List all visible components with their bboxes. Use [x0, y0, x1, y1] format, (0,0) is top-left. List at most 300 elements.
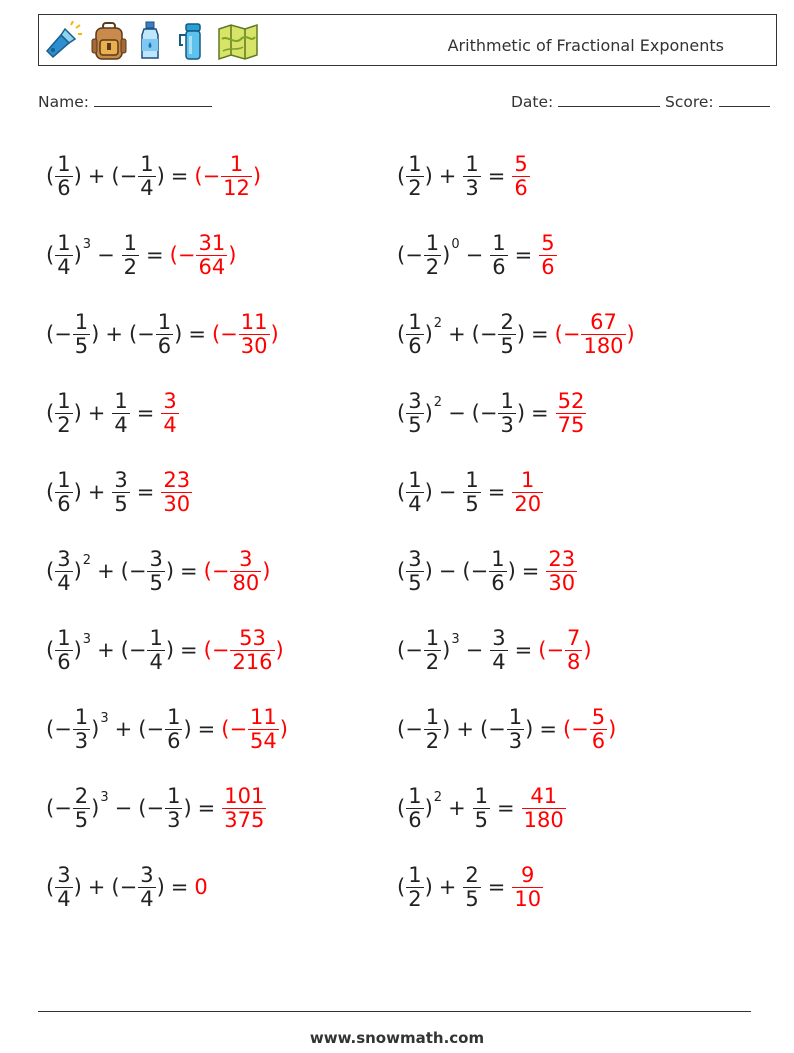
- expression-text: (−: [397, 717, 423, 741]
- date-blank: [558, 106, 660, 107]
- problem-item: [397, 778, 567, 838]
- expression-text: (−: [111, 164, 138, 188]
- operator: +: [87, 480, 106, 504]
- problem-item: [397, 383, 587, 443]
- expression-text: ): [525, 717, 534, 741]
- denominator: 3: [167, 807, 181, 832]
- numerator: 3: [408, 547, 422, 572]
- denominator: 6: [157, 333, 172, 358]
- denominator: 6: [541, 254, 555, 279]
- denominator: 6: [408, 807, 422, 832]
- answer: [521, 785, 567, 830]
- answer: [194, 153, 261, 198]
- fraction: [424, 627, 441, 672]
- numerator: 1: [57, 152, 71, 177]
- denominator: 54: [250, 728, 277, 753]
- fraction: [156, 311, 173, 356]
- numerator: 1: [425, 705, 440, 730]
- expression-text: (−: [46, 322, 72, 346]
- worksheet-header: [38, 14, 777, 66]
- fraction: [55, 390, 72, 435]
- operator: =: [197, 796, 216, 820]
- operator: =: [180, 559, 198, 583]
- answer: [555, 390, 588, 435]
- denominator: 6: [408, 333, 422, 358]
- fraction: [230, 627, 274, 672]
- expression-text: (−: [203, 559, 230, 583]
- expression-text: ): [73, 559, 82, 583]
- operator: +: [448, 796, 466, 820]
- numerator: 1: [425, 231, 440, 256]
- answer: [170, 232, 237, 277]
- exponent: 3: [100, 710, 109, 726]
- expression-text: ): [626, 322, 635, 346]
- operator: +: [438, 164, 457, 188]
- problem-item: [397, 304, 635, 364]
- denominator: 6: [57, 175, 71, 200]
- operator: =: [531, 322, 549, 346]
- operator: +: [97, 559, 115, 583]
- expression-text: ): [424, 875, 433, 899]
- operator: +: [87, 401, 106, 425]
- expression-text: (−: [203, 638, 230, 662]
- expression-text: ): [91, 796, 100, 820]
- header-icons: [43, 21, 267, 61]
- expression-text: ): [442, 638, 451, 662]
- expression-text: ): [275, 638, 284, 662]
- denominator: 5: [74, 333, 89, 358]
- expression-text: ): [442, 717, 451, 741]
- exponent: 2: [433, 789, 443, 805]
- fraction: [112, 469, 129, 514]
- numerator: 1: [500, 389, 514, 414]
- expression-text: ): [73, 401, 82, 425]
- expression-text: (−: [562, 717, 589, 741]
- score-label: Score:: [665, 93, 714, 111]
- problem-item: [397, 620, 592, 680]
- numerator: 1: [408, 310, 422, 335]
- exponent: 3: [100, 789, 109, 805]
- answer: [204, 627, 284, 672]
- fraction: [55, 627, 72, 672]
- numerator: 3: [114, 468, 128, 493]
- denominator: 216: [232, 649, 273, 674]
- numerator: 3: [57, 547, 71, 572]
- operator: −: [465, 243, 484, 267]
- fraction: [165, 706, 182, 751]
- exponent: 2: [433, 315, 443, 331]
- numerator: 3: [149, 547, 163, 572]
- expression-text: (−: [538, 638, 565, 662]
- expression-text: ): [424, 559, 433, 583]
- expression-text: (: [46, 243, 55, 267]
- operator: =: [521, 559, 540, 583]
- expression-text: (−: [46, 717, 72, 741]
- numerator: 1: [157, 310, 172, 335]
- denominator: 80: [232, 570, 260, 595]
- fraction: [565, 627, 582, 672]
- fraction: [239, 311, 270, 356]
- denominator: 2: [408, 886, 422, 911]
- fraction: [424, 706, 441, 751]
- expression-text: ): [252, 164, 262, 188]
- fraction: [546, 548, 577, 593]
- flashlight-icon: [43, 21, 83, 61]
- operator: =: [170, 164, 189, 188]
- score-blank: [719, 106, 770, 107]
- denominator: 2: [425, 649, 440, 674]
- denominator: 20: [514, 491, 542, 516]
- operator: −: [114, 796, 133, 820]
- answer: [555, 311, 635, 356]
- numerator: 1: [408, 152, 422, 177]
- denominator: 2: [408, 175, 422, 200]
- score-field: [665, 93, 770, 111]
- problem-item: [46, 462, 193, 522]
- expression-text: ): [73, 875, 82, 899]
- numerator: 9: [521, 863, 535, 888]
- water-bottle-icon: [135, 21, 165, 61]
- fraction: [424, 232, 441, 277]
- problem-item: [397, 225, 558, 285]
- exponent: 3: [82, 236, 92, 252]
- operator: +: [438, 875, 457, 899]
- operator: +: [105, 322, 123, 346]
- fraction: [512, 469, 543, 514]
- operator: =: [514, 638, 533, 662]
- denominator: 75: [557, 412, 585, 437]
- operator: −: [465, 638, 484, 662]
- answer: [511, 469, 544, 514]
- fraction: [463, 469, 480, 514]
- denominator: 3: [500, 412, 514, 437]
- numerator: 1: [474, 784, 489, 809]
- expression-text: ): [73, 480, 82, 504]
- numerator: 1: [465, 152, 479, 177]
- expression-text: (−: [128, 322, 155, 346]
- expression-text: (: [397, 401, 406, 425]
- numerator: 1: [508, 705, 523, 730]
- fraction: [138, 864, 155, 909]
- numerator: 3: [239, 547, 253, 572]
- fraction: [165, 785, 182, 830]
- denominator: 2: [425, 254, 440, 279]
- numerator: 23: [548, 547, 576, 572]
- denominator: 12: [223, 175, 250, 200]
- expression-text: ): [174, 322, 183, 346]
- expression-text: (: [397, 322, 406, 346]
- problem-item: [397, 146, 531, 206]
- numerator: 1: [123, 231, 138, 256]
- denominator: 4: [408, 491, 422, 516]
- fraction: [498, 311, 515, 356]
- fraction: [73, 311, 90, 356]
- fraction: [490, 627, 507, 672]
- denominator: 3: [465, 175, 479, 200]
- denominator: 5: [500, 333, 514, 358]
- problem-item: [46, 225, 236, 285]
- problem-item: [46, 699, 288, 759]
- denominator: 2: [425, 728, 440, 753]
- expression-text: ): [507, 559, 516, 583]
- worksheet-title: Arithmetic of Fractional Exponents: [447, 36, 724, 55]
- numerator: 1: [140, 152, 154, 177]
- expression-text: (: [397, 480, 406, 504]
- numerator: 1: [167, 705, 181, 730]
- fraction: [539, 232, 556, 277]
- expression-text: ): [91, 322, 100, 346]
- expression-text: (−: [479, 717, 506, 741]
- denominator: 2: [57, 412, 71, 437]
- operator: =: [170, 875, 189, 899]
- numerator: 1: [425, 626, 440, 651]
- fraction: [161, 390, 178, 435]
- expression-text: (: [46, 559, 55, 583]
- numerator: 3: [140, 863, 154, 888]
- denominator: 6: [491, 570, 505, 595]
- fraction: [498, 390, 515, 435]
- expression-text: ): [424, 796, 433, 820]
- operator: =: [188, 322, 206, 346]
- numerator: 1: [57, 389, 71, 414]
- expression-text: (−: [120, 559, 147, 583]
- fraction: [230, 548, 261, 593]
- denominator: 6: [591, 728, 606, 753]
- expression-text: (: [46, 401, 55, 425]
- expression-text: (: [397, 796, 406, 820]
- operator: =: [136, 401, 155, 425]
- operator: +: [456, 717, 474, 741]
- expression-text: ): [442, 243, 451, 267]
- denominator: 6: [57, 491, 71, 516]
- numerator: 1: [408, 863, 422, 888]
- answer: [194, 875, 207, 899]
- expression-text: (: [46, 164, 55, 188]
- numerator: 53: [239, 626, 266, 651]
- fraction: [55, 864, 72, 909]
- problem-item: [46, 620, 284, 680]
- expression-text: ): [165, 638, 175, 662]
- answer: [221, 706, 288, 751]
- operator: +: [97, 638, 115, 662]
- fraction: [147, 627, 164, 672]
- operator: =: [146, 243, 164, 267]
- expression-text: (−: [471, 322, 498, 346]
- expression-text: ): [516, 322, 526, 346]
- expression-text: ): [91, 717, 100, 741]
- numerator: 2: [500, 310, 514, 335]
- expression-text: ): [270, 322, 279, 346]
- answer: [221, 785, 267, 830]
- fraction: [112, 390, 129, 435]
- operator: =: [531, 401, 549, 425]
- numerator: 5: [541, 231, 555, 256]
- fraction: [122, 232, 139, 277]
- expression-text: (−: [397, 243, 423, 267]
- problem-item: [46, 304, 279, 364]
- expression-text: (−: [462, 559, 489, 583]
- fraction: [406, 469, 423, 514]
- denominator: 4: [114, 412, 128, 437]
- fraction: [161, 469, 192, 514]
- expression-text: ): [583, 638, 592, 662]
- answer: [511, 864, 544, 909]
- fraction: [147, 548, 164, 593]
- denominator: 180: [523, 807, 564, 832]
- denominator: 5: [149, 570, 163, 595]
- operator: =: [487, 480, 506, 504]
- denominator: 6: [167, 728, 181, 753]
- fraction: [463, 864, 480, 909]
- problem-item: [397, 699, 616, 759]
- fraction: [138, 153, 155, 198]
- numerator: 11: [250, 705, 277, 730]
- numerator: 3: [492, 626, 506, 651]
- expression-text: ): [516, 401, 526, 425]
- answer: [160, 390, 179, 435]
- problem-item: [46, 778, 267, 838]
- denominator: 4: [57, 886, 71, 911]
- expression-text: ): [165, 559, 175, 583]
- operator: −: [438, 559, 457, 583]
- fraction: [590, 706, 607, 751]
- expression-text: (−: [471, 401, 498, 425]
- expression-text: (−: [221, 717, 248, 741]
- expression-text: (: [397, 164, 406, 188]
- fraction: [556, 390, 587, 435]
- operator: −: [448, 401, 466, 425]
- denominator: 30: [240, 333, 268, 358]
- expression-text: (: [46, 480, 55, 504]
- expression-text: ): [424, 401, 433, 425]
- denominator: 4: [163, 412, 177, 437]
- thermos-icon: [173, 21, 209, 61]
- fraction: [73, 785, 90, 830]
- date-label: Date:: [511, 93, 554, 111]
- denominator: 4: [149, 649, 163, 674]
- denominator: 5: [408, 412, 422, 437]
- operator: =: [539, 717, 557, 741]
- numerator: 1: [229, 152, 244, 177]
- numerator: 1: [149, 626, 163, 651]
- numerator: 1: [491, 547, 505, 572]
- problem-item: [397, 462, 544, 522]
- answer: [545, 548, 578, 593]
- answer: [511, 153, 530, 198]
- numerator: 1: [74, 705, 89, 730]
- expression-text: ): [73, 638, 82, 662]
- fraction: [196, 232, 227, 277]
- fraction: [512, 864, 543, 909]
- expression-text: ): [73, 164, 82, 188]
- operator: +: [87, 164, 106, 188]
- expression-text: ): [156, 164, 165, 188]
- expression-text: ): [608, 717, 617, 741]
- answer: [212, 311, 279, 356]
- expression-text: ): [73, 243, 82, 267]
- numerator: 1: [74, 310, 89, 335]
- fraction: [581, 311, 625, 356]
- operator: =: [487, 875, 506, 899]
- denominator: 8: [567, 649, 581, 674]
- denominator: 2: [123, 254, 138, 279]
- name-label: Name:: [38, 93, 89, 111]
- denominator: 5: [465, 886, 479, 911]
- fraction: [512, 153, 529, 198]
- denominator: 10: [514, 886, 542, 911]
- expression-text: (−: [120, 638, 147, 662]
- operator: =: [487, 164, 506, 188]
- exponent: 3: [451, 631, 460, 647]
- operator: =: [514, 243, 533, 267]
- expression-text: (−: [194, 164, 221, 188]
- numerator: 23: [163, 468, 191, 493]
- denominator: 5: [474, 807, 489, 832]
- operator: =: [136, 480, 155, 504]
- numerator: 1: [408, 468, 422, 493]
- denominator: 30: [548, 570, 576, 595]
- expression-text: (−: [211, 322, 238, 346]
- operator: =: [180, 638, 198, 662]
- expression-text: (−: [169, 243, 196, 267]
- fraction: [490, 232, 507, 277]
- numerator: 3: [57, 863, 71, 888]
- numerator: 31: [198, 231, 226, 256]
- numerator: 5: [514, 152, 528, 177]
- denominator: 4: [140, 886, 154, 911]
- exponent: 2: [433, 394, 443, 410]
- answer: [160, 469, 193, 514]
- expression-text: ): [183, 796, 192, 820]
- problem-item: [46, 857, 208, 917]
- denominator: 4: [57, 254, 71, 279]
- expression-text: (: [397, 559, 406, 583]
- answer: [563, 706, 616, 751]
- answer: [204, 548, 271, 593]
- problem-item: [46, 146, 261, 206]
- numerator: 2: [465, 863, 479, 888]
- expression-text: (: [397, 875, 406, 899]
- fraction: [248, 706, 279, 751]
- map-icon: [217, 21, 259, 61]
- expression-text: ): [279, 717, 288, 741]
- numerator: 1: [167, 784, 181, 809]
- fraction: [55, 548, 72, 593]
- expression-text: ): [183, 717, 192, 741]
- exponent: 2: [82, 552, 92, 568]
- numerator: 1: [465, 468, 479, 493]
- fraction: [55, 469, 72, 514]
- expression-text: (−: [111, 875, 138, 899]
- operator: −: [438, 480, 457, 504]
- operator: =: [197, 717, 216, 741]
- numerator: 3: [408, 389, 422, 414]
- fraction: [463, 153, 480, 198]
- fraction: [406, 153, 423, 198]
- expression-text: ): [262, 559, 271, 583]
- fraction: [406, 785, 423, 830]
- name-field: [38, 93, 212, 111]
- denominator: 6: [57, 649, 71, 674]
- fraction: [489, 548, 506, 593]
- expression-text: ): [424, 480, 433, 504]
- denominator: 5: [408, 570, 422, 595]
- numerator: 3: [163, 389, 177, 414]
- fraction: [473, 785, 490, 830]
- fraction: [73, 706, 90, 751]
- exponent: 0: [451, 236, 460, 252]
- denominator: 5: [74, 807, 89, 832]
